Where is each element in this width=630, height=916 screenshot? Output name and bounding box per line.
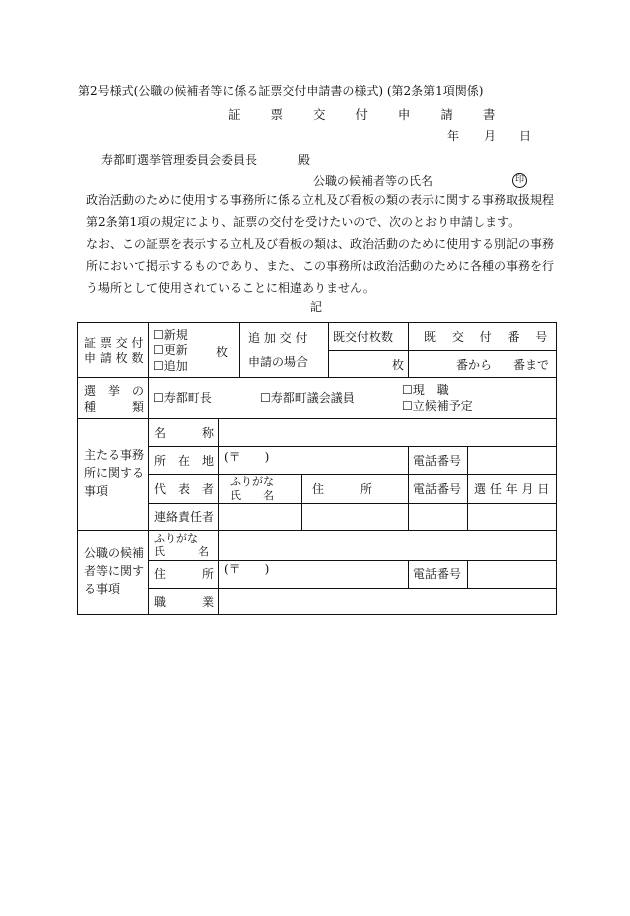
candidate-address-label: 住 所 [154, 567, 215, 581]
rep-furigana-label: ふりがな [230, 475, 274, 488]
count-unit: 枚 [216, 345, 229, 359]
rep-phone-label: 電話番号 [413, 482, 462, 496]
additional-label-line2: 申請の場合 [248, 355, 309, 369]
office-section-line1: 主たる事務 [84, 448, 145, 462]
office-section-line3: 事項 [84, 484, 109, 498]
seal-mark: 印 [512, 173, 527, 188]
paragraph-line: 所において掲示するものであり、また、この事務所は政治活動のために各種の事務を行 [86, 259, 555, 273]
date-month: 月 [484, 129, 497, 143]
ki-mark: 記 [310, 300, 323, 314]
option-mayor-checkbox[interactable]: ☐寿都町長 [153, 391, 212, 405]
from-label: 番から [456, 358, 493, 372]
election-type-label-line2: 種 類 [84, 400, 145, 414]
option-incumbent-checkbox[interactable]: ☐現 職 [402, 383, 449, 397]
honorific: 殿 [298, 153, 311, 167]
applicant-name-label: 公職の候補者等の氏名 [313, 174, 434, 188]
paragraph-line: 第2条第1項の規定により、証票の交付を受けたいので、次のとおり申請します。 [86, 215, 521, 229]
candidate-section-line3: る事項 [84, 582, 121, 596]
issued-count-unit: 枚 [392, 358, 405, 372]
additional-label-line1: 追 加 交 付 [248, 331, 308, 345]
candidate-furigana-label: ふりがな [154, 532, 198, 545]
appointed-date-label: 選 任 年 月 日 [474, 482, 550, 496]
count-label-line2: 申 請 枚 数 [84, 351, 144, 365]
candidate-section-line1: 公職の候補 [84, 546, 145, 560]
form-number: 第2号様式(公職の候補者等に係る証票交付申請書の様式) (第2条第1項関係) [78, 84, 484, 98]
paragraph-line: 政治活動のために使用する事務所に係る立札及び看板の類の表示に関する事務取扱規程 [86, 193, 555, 207]
option-candidate-checkbox[interactable]: ☐立候補予定 [402, 399, 473, 413]
rep-shimei-label: 氏 名 [230, 489, 274, 502]
option-council-checkbox[interactable]: ☐寿都町議会議員 [260, 391, 355, 405]
to-label: 番まで [513, 358, 550, 372]
occupation-label: 職 業 [154, 595, 215, 609]
issued-number-label: 既 交 付 番 号 [424, 330, 554, 344]
option-new-checkbox[interactable]: ☐新規 [153, 328, 188, 342]
document-title: 証 票 交 付 申 請 書 [228, 107, 509, 122]
rep-jusho-label: 住 所 [312, 482, 373, 496]
office-address-label: 所 在 地 [154, 454, 215, 468]
date-year: 年 [447, 129, 460, 143]
candidate-phone-label: 電話番号 [413, 567, 462, 581]
office-name-label: 名 称 [154, 426, 215, 440]
rep-label: 代 表 者 [154, 482, 215, 496]
option-renew-checkbox[interactable]: ☐更新 [153, 343, 188, 357]
date-day: 日 [519, 129, 532, 143]
office-section-line2: 所に関する [84, 466, 145, 480]
candidate-section-line2: 者等に関す [84, 564, 145, 578]
office-postal-mark: (〒 ) [224, 450, 270, 464]
office-phone-label: 電話番号 [413, 454, 462, 468]
contact-person-label: 連絡責任者 [154, 510, 215, 524]
candidate-shimei-label: 氏 名 [154, 545, 209, 558]
paragraph-line: なお、この証票を表示する立札及び看板の類は、政治活動のために使用する別記の事務 [86, 237, 555, 251]
option-add-checkbox[interactable]: ☐追加 [153, 359, 188, 373]
count-label-line1: 証 票 交 付 [84, 336, 144, 350]
paragraph-line: う場所として使用されていることに相違ありません。 [86, 281, 375, 295]
candidate-postal-mark: (〒 ) [224, 562, 270, 576]
issued-count-label: 既交付枚数 [333, 330, 394, 344]
addressee: 寿都町選挙管理委員会委員長 [101, 153, 258, 167]
election-type-label-line1: 選 挙 の [84, 384, 145, 398]
